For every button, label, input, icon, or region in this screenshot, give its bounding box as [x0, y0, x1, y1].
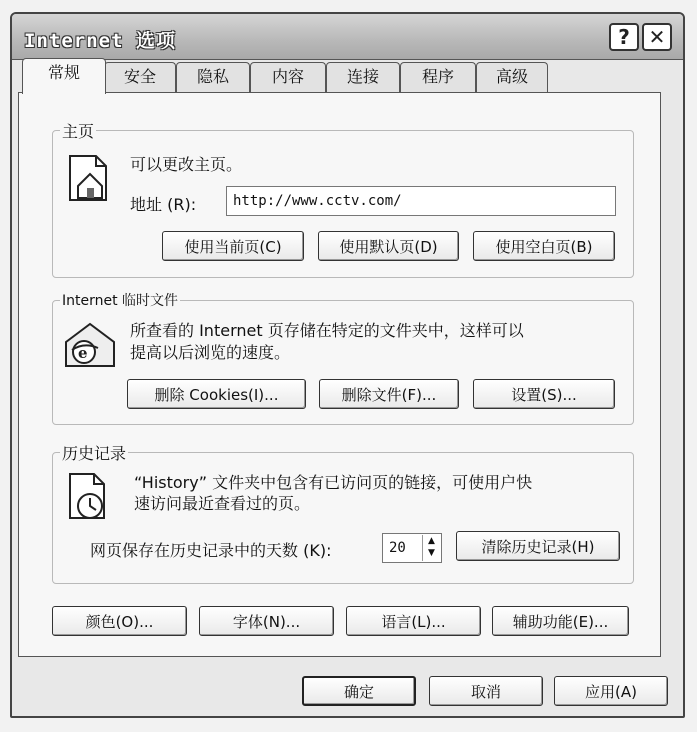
- home-page-legend: 主页: [60, 119, 96, 142]
- tab-programs[interactable]: 程序: [400, 62, 476, 92]
- window-title: Internet 选项: [24, 30, 176, 52]
- spin-up-icon[interactable]: ▲: [428, 536, 435, 546]
- temp-files-legend: Internet 临时文件: [60, 290, 180, 310]
- history-legend: 历史记录: [60, 441, 128, 464]
- history-description-line2: 速访问最近查看过的页。: [134, 494, 311, 513]
- tab-content[interactable]: 内容: [250, 62, 326, 92]
- home-page-icon: [64, 152, 114, 204]
- cancel-button[interactable]: 取消: [429, 676, 543, 706]
- use-default-page-button[interactable]: 使用默认页(D): [318, 231, 459, 261]
- colors-button[interactable]: 颜色(O)...: [52, 606, 187, 636]
- settings-button[interactable]: 设置(S)...: [473, 379, 615, 409]
- languages-button[interactable]: 语言(L)...: [346, 606, 481, 636]
- internet-files-icon: [62, 320, 118, 370]
- temp-files-description-line2: 提高以后浏览的速度。: [130, 343, 291, 362]
- home-page-description: 可以更改主页。: [130, 155, 243, 174]
- delete-cookies-button[interactable]: 删除 Cookies(I)...: [127, 379, 306, 409]
- history-icon: [64, 470, 114, 522]
- use-blank-page-button[interactable]: 使用空白页(B): [473, 231, 615, 261]
- tab-advanced[interactable]: 高级: [476, 62, 548, 92]
- help-button[interactable]: ?: [609, 23, 639, 51]
- title-bar[interactable]: [12, 14, 683, 60]
- delete-files-button[interactable]: 删除文件(F)...: [319, 379, 459, 409]
- tab-general[interactable]: 常规: [22, 58, 106, 94]
- spin-down-icon[interactable]: ▼: [428, 548, 435, 558]
- spinner-arrows[interactable]: [422, 535, 440, 561]
- temp-files-description-line1: 所查看的 Internet 页存储在特定的文件夹中，这样可以: [130, 321, 524, 340]
- tab-connections[interactable]: 连接: [326, 62, 400, 92]
- fonts-button[interactable]: 字体(N)...: [199, 606, 334, 636]
- history-description-line1: “History” 文件夹中包含有已访问页的链接，可使用户快: [134, 473, 533, 492]
- history-days-label: 网页保存在历史记录中的天数 (K):: [90, 541, 332, 560]
- apply-button[interactable]: 应用(A): [554, 676, 668, 706]
- svg-text:e: e: [78, 344, 88, 362]
- accessibility-button[interactable]: 辅助功能(E)...: [492, 606, 629, 636]
- tab-privacy[interactable]: 隐私: [176, 62, 250, 92]
- tab-security[interactable]: 安全: [104, 62, 176, 92]
- address-label: 地址 (R):: [130, 195, 197, 214]
- ok-button[interactable]: 确定: [302, 676, 416, 706]
- home-page-address-input[interactable]: http://www.cctv.com/: [226, 186, 616, 216]
- use-current-page-button[interactable]: 使用当前页(C): [162, 231, 304, 261]
- close-button[interactable]: ✕: [642, 23, 672, 51]
- clear-history-button[interactable]: 清除历史记录(H): [456, 531, 620, 561]
- history-days-value: 20: [389, 540, 406, 556]
